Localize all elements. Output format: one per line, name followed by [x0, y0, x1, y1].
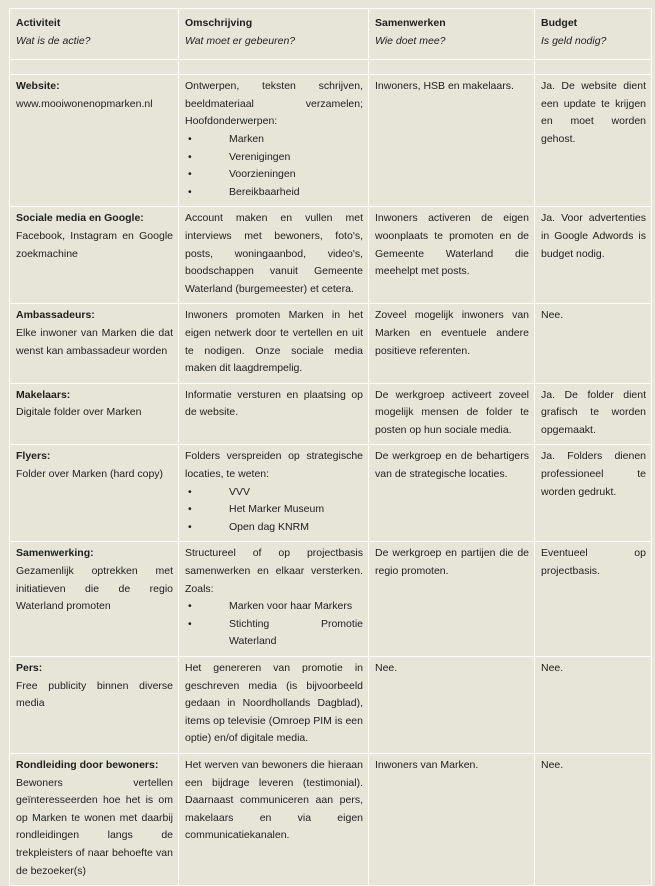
description-text: Account maken en vullen met interviews met bewoners, foto's, posts, woningaanbod, video's, boodschappen vanuit Gemeente Waterland (burgemeester) et cetera. [185, 212, 363, 295]
description-cell [179, 445, 369, 542]
header-title: Omschrijving [185, 17, 253, 29]
bullet-item: • Voorzieningen [185, 166, 363, 184]
activity-cell [10, 75, 179, 207]
header-activity [10, 9, 179, 60]
activity-cell [10, 207, 179, 304]
bullet-item: • Marken [185, 131, 363, 149]
table-row [10, 445, 652, 542]
activities-table [9, 8, 652, 886]
bullet-list [185, 598, 363, 651]
header-title: Budget [541, 17, 578, 29]
bullet-item: • Verenigingen [185, 149, 363, 167]
description-text: Informatie versturen en plaatsing op de website. [185, 388, 363, 419]
activity-text: Digitale folder over Marken [16, 406, 142, 419]
description-text: Ontwerpen, teksten schrijven, beeldmateriaal verzamelen; Hoofdonderwerpen: [185, 80, 363, 128]
spacer-row [10, 60, 652, 75]
bullet-item: • Open dag KNRM [185, 519, 363, 537]
bullet-list [185, 131, 363, 201]
spacer-cell [535, 60, 652, 75]
spacer-cell [179, 60, 369, 75]
activity-text: Gezamenlijk optrekken met initiatieven die de regio Waterland promoten [16, 565, 173, 613]
budget-cell: Nee. [535, 657, 652, 754]
header-subtitle: Wat moet er gebeuren? [185, 34, 296, 47]
activity-title: Rondleiding door bewoners: [16, 758, 159, 771]
header-title: Samenwerken [375, 17, 446, 29]
header-subtitle: Wat is de actie? [16, 34, 91, 47]
budget-cell: Eventueel op projectbasis. [535, 542, 652, 657]
header-partners [369, 9, 535, 60]
activity-cell [10, 304, 179, 383]
budget-cell: Ja. De folder dient grafisch te worden opgemaakt. [535, 383, 652, 445]
activity-title: Samenwerking: [16, 547, 94, 560]
table-row [10, 753, 652, 885]
partners-cell: Inwoners van Marken. [369, 753, 535, 885]
table-row [10, 383, 652, 445]
description-text: Folders verspreiden op strategische locaties, te weten: [185, 450, 363, 481]
description-text: Het genereren van promotie in geschreven media (is bijvoorbeeld gedaan in Noordhollands Dagblad), items op televisie (Omroep PIM is een optie) en/of digitale media. [185, 662, 363, 745]
header-row [10, 9, 652, 60]
activity-cell [10, 542, 179, 657]
activity-title: Flyers: [16, 450, 51, 463]
description-cell [179, 75, 369, 207]
activity-text: Facebook, Instagram en Google zoekmachine [16, 229, 173, 260]
budget-cell: Ja. Folders dienen professioneel te worden gedrukt. [535, 445, 652, 542]
bullet-list [185, 484, 363, 537]
budget-cell: Nee. [535, 753, 652, 885]
description-text: Inwoners promoten Marken in het eigen netwerk door te vertellen en uit te nodigen. Onze sociale media maken dit laagdrempelig. [185, 309, 363, 375]
activity-title: Ambassadeurs: [16, 309, 95, 322]
activity-title: Pers: [16, 662, 43, 674]
activity-cell [10, 753, 179, 885]
activity-text: www.mooiwonenopmarken.nl [16, 97, 153, 110]
partners-cell: De werkgroep activeert zoveel mogelijk mensen de folder te posten op hun sociale media. [369, 383, 535, 445]
budget-cell: Nee. [535, 304, 652, 383]
header-subtitle: Is geld nodig? [541, 34, 607, 47]
activity-text: Free publicity binnen diverse media [16, 679, 173, 710]
activity-text: Bewoners vertellen geïnteresseerden hoe het is om op Marken te wonen met daarbij rondleidingen langs de trekpleisters of naar behoefte van de bezoeker(s) [16, 776, 173, 877]
activity-title: Website: [16, 80, 60, 93]
bullet-item: • Marken voor haar Markers [185, 598, 363, 616]
table-row [10, 304, 652, 383]
activity-text: Folder over Marken (hard copy) [16, 468, 164, 481]
bullet-item: • Bereikbaarheid [185, 184, 363, 202]
budget-cell: Ja. Voor advertenties in Google Adwords is budget nodig. [535, 207, 652, 304]
description-cell [179, 383, 369, 445]
partners-cell: Nee. [369, 657, 535, 754]
activity-cell [10, 445, 179, 542]
activity-cell [10, 657, 179, 754]
header-title: Activiteit [16, 17, 61, 29]
table-row [10, 75, 652, 207]
spacer-cell [10, 60, 179, 75]
partners-cell: Inwoners activeren de eigen woonplaats te promoten en de Gemeente Waterland die meehelpt met posts. [369, 207, 535, 304]
description-cell [179, 753, 369, 885]
description-cell [179, 304, 369, 383]
activity-title: Sociale media en Google: [16, 212, 144, 225]
table-row [10, 657, 652, 754]
description-text: Het werven van bewoners die hieraan een bijdrage leveren (testimonial). Daarnaast communiceren aan pers, makelaars en via eigen communicatiekanalen. [185, 758, 363, 842]
partners-cell: De werkgroep en de behartigers van de strategische locaties. [369, 445, 535, 542]
description-text: Structureel of op projectbasis samenwerken en elkaar versterken. Zoals: [185, 547, 363, 595]
partners-cell: De werkgroep en partijen die de regio promoten. [369, 542, 535, 657]
table-row [10, 207, 652, 304]
budget-cell: Ja. De website dient een update te krijgen en moet worden gehost. [535, 75, 652, 207]
description-cell [179, 657, 369, 754]
table-body [10, 9, 652, 886]
bullet-item: • Stichting Promotie Waterland [185, 616, 363, 651]
activity-cell [10, 383, 179, 445]
activity-text: Elke inwoner van Marken die dat wenst kan ambassadeur worden [16, 326, 173, 357]
header-description [179, 9, 369, 60]
header-subtitle: Wie doet mee? [375, 34, 446, 47]
partners-cell: Inwoners, HSB en makelaars. [369, 75, 535, 207]
bullet-item: • VVV [185, 484, 363, 502]
description-cell [179, 207, 369, 304]
spacer-cell [369, 60, 535, 75]
bullet-item: • Het Marker Museum [185, 501, 363, 519]
table-row [10, 542, 652, 657]
header-budget [535, 9, 652, 60]
activity-title: Makelaars: [16, 388, 71, 401]
description-cell [179, 542, 369, 657]
partners-cell: Zoveel mogelijk inwoners van Marken en eventuele andere positieve referenten. [369, 304, 535, 383]
